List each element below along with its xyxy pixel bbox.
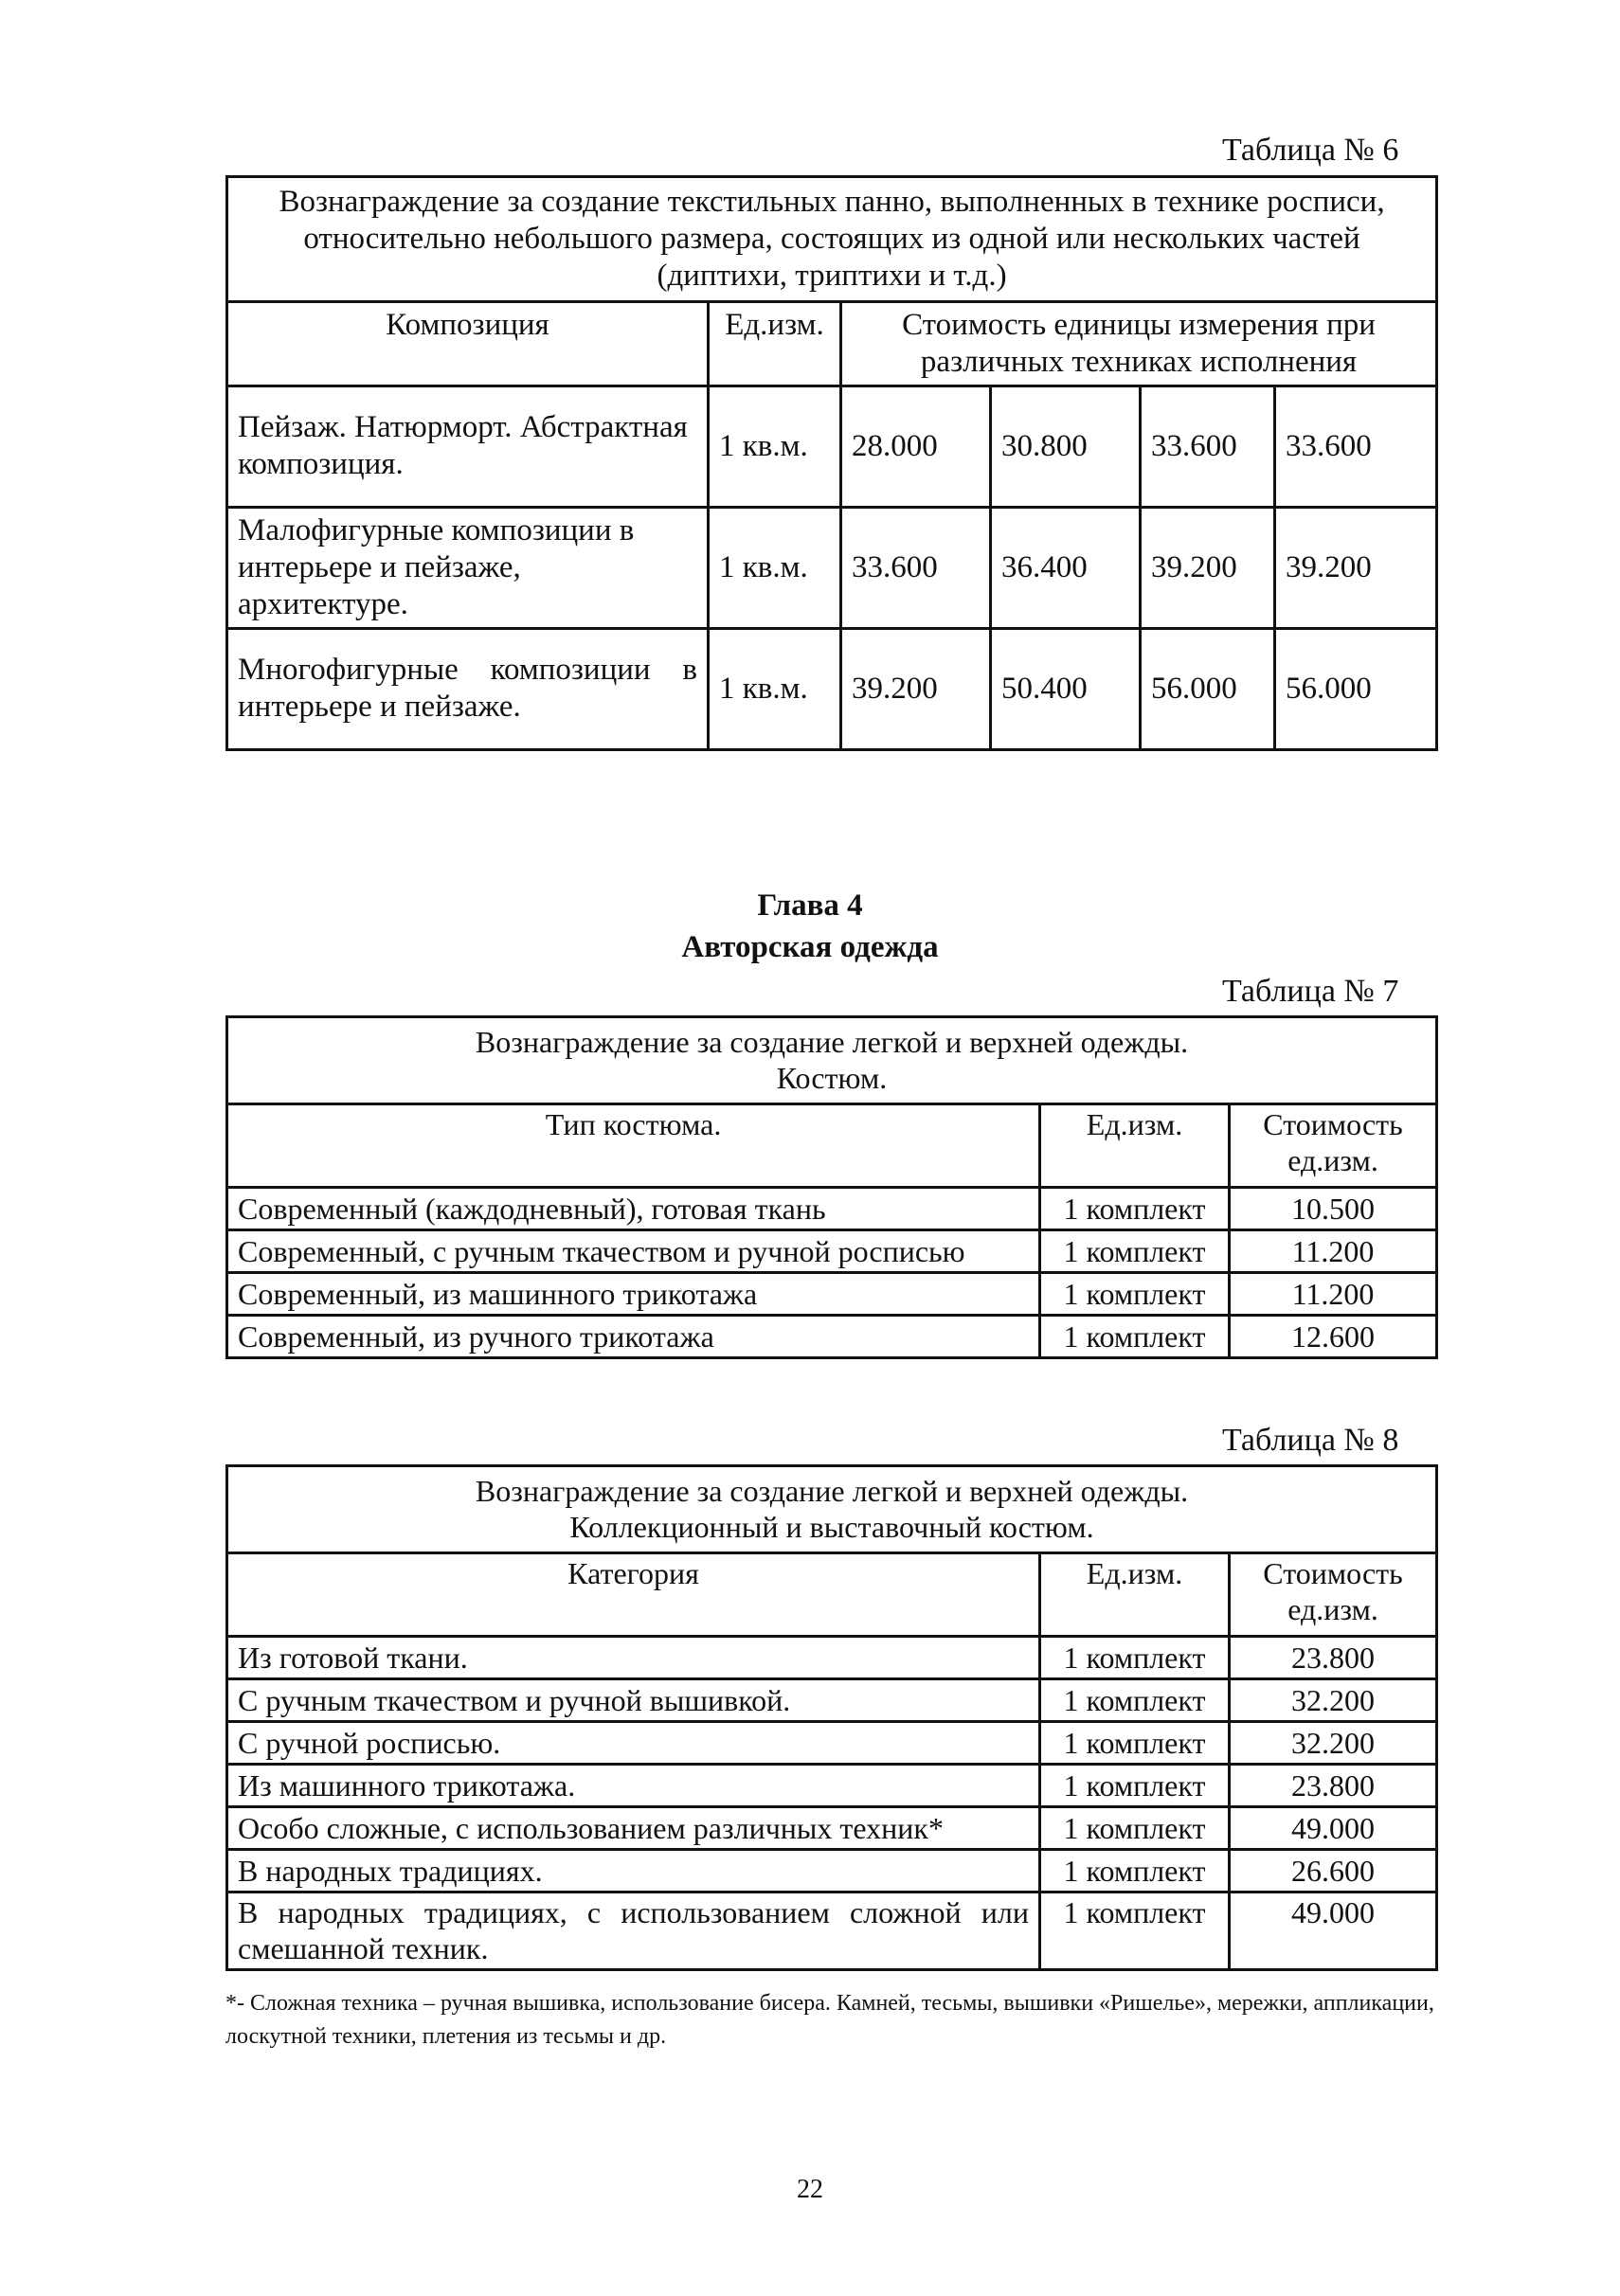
table7-header-type: Тип костюма.	[227, 1103, 1040, 1187]
table8-row4-unit: 1 комплект	[1040, 1764, 1230, 1806]
table6-row1-unit: 1 кв.м.	[709, 386, 841, 507]
table8-caption: Таблица № 8	[1222, 1423, 1399, 1458]
table8-header-cost: Стоимость ед.изм.	[1230, 1552, 1437, 1636]
table7-row2-value: 11.200	[1230, 1229, 1437, 1272]
table7	[225, 1015, 1438, 1359]
table8-row6-unit: 1 комплект	[1040, 1849, 1230, 1892]
table6-row2-v1: 33.600	[841, 507, 991, 628]
table7-title-line1: Вознаграждение за создание легкой и верхней одежды.	[475, 1025, 1189, 1059]
table8-row3-value: 32.200	[1230, 1721, 1437, 1764]
table6-row2-unit: 1 кв.м.	[709, 507, 841, 628]
table7-row4-name: Современный, из ручного трикотажа	[227, 1315, 1040, 1357]
table6-header-unit: Ед.изм.	[709, 301, 841, 386]
table6-row2-v4: 39.200	[1275, 507, 1437, 628]
table8-header-unit: Ед.изм.	[1040, 1552, 1230, 1636]
table8-row5-value: 49.000	[1230, 1806, 1437, 1849]
table8-row3-unit: 1 комплект	[1040, 1721, 1230, 1764]
table8-title-line1: Вознаграждение за создание легкой и верхней одежды.	[475, 1474, 1189, 1508]
table6-header-cost: Стоимость единицы измерения при различных техниках исполнения	[841, 301, 1437, 386]
table8-row5-unit: 1 комплект	[1040, 1806, 1230, 1849]
table6-row1-v1: 28.000	[841, 386, 991, 507]
table7-header-unit: Ед.изм.	[1040, 1103, 1230, 1187]
table6-row2-name: Малофигурные композиции в интерьере и пейзаже, архитектуре.	[227, 507, 709, 628]
table6-header-composition: Композиция	[227, 301, 709, 386]
table6-row1-name: Пейзаж. Натюрморт. Абстрактная композиция.	[227, 386, 709, 507]
table8-title	[227, 1466, 1437, 1553]
table8-row1-value: 23.800	[1230, 1636, 1437, 1678]
table6-row2-v3: 39.200	[1141, 507, 1275, 628]
table7-row3-name: Современный, из машинного трикотажа	[227, 1272, 1040, 1315]
table8	[225, 1464, 1438, 1971]
footnote: *- Сложная техника – ручная вышивка, использование бисера. Камней, тесьмы, вышивки «Ришелье», мережки, аппликации, лоскутной техники, плетения из тесьмы и др.	[225, 1991, 1434, 2049]
table7-row4-value: 12.600	[1230, 1315, 1437, 1357]
page-number: 22	[797, 2175, 823, 2204]
table6-row1-v2: 30.800	[991, 386, 1141, 507]
table7-row2-unit: 1 комплект	[1040, 1229, 1230, 1272]
table8-row7-value: 49.000	[1230, 1892, 1437, 1969]
table8-row4-value: 23.800	[1230, 1764, 1437, 1806]
table6-row3-v2: 50.400	[991, 628, 1141, 749]
table8-row6-name: В народных традициях.	[227, 1849, 1040, 1892]
table7-title	[227, 1017, 1437, 1104]
table6-row3-v4: 56.000	[1275, 628, 1437, 749]
table6-row3-name: Многофигурные композиции в интерьере и пейзаже.	[227, 628, 709, 749]
table8-row7-name: В народных традициях, с использованием сложной или смешанной техник.	[227, 1892, 1040, 1969]
table7-row1-value: 10.500	[1230, 1187, 1437, 1229]
table8-title-line2: Коллекционный и выставочный костюм.	[569, 1510, 1094, 1545]
table8-row4-name: Из машинного трикотажа.	[227, 1764, 1040, 1806]
table8-row7-unit: 1 комплект	[1040, 1892, 1230, 1969]
table6-row2-v2: 36.400	[991, 507, 1141, 628]
table7-title-line2: Костюм.	[776, 1061, 888, 1096]
table7-row3-unit: 1 комплект	[1040, 1272, 1230, 1315]
table7-row2-name: Современный, с ручным ткачеством и ручной росписью	[227, 1229, 1040, 1272]
table7-row4-unit: 1 комплект	[1040, 1315, 1230, 1357]
table8-row1-name: Из готовой ткани.	[227, 1636, 1040, 1678]
table7-row3-value: 11.200	[1230, 1272, 1437, 1315]
table6-title: Вознаграждение за создание текстильных панно, выполненных в технике росписи, относительно небольшого размера, состоящих из одной или нескольких частей (диптихи, триптихи и т.д.)	[227, 177, 1437, 302]
table8-row2-name: С ручным ткачеством и ручной вышивкой.	[227, 1678, 1040, 1721]
table8-row3-name: С ручной росписью.	[227, 1721, 1040, 1764]
table7-caption: Таблица № 7	[1222, 974, 1399, 1009]
table6-row3-v3: 56.000	[1141, 628, 1275, 749]
table8-header-category: Категория	[227, 1552, 1040, 1636]
table6-caption: Таблица № 6	[1222, 133, 1399, 168]
table7-row1-unit: 1 комплект	[1040, 1187, 1230, 1229]
chapter-title: Авторская одежда	[681, 930, 939, 964]
table8-row5-name: Особо сложные, с использованием различных техник*	[227, 1806, 1040, 1849]
table7-row1-name: Современный (каждодневный), готовая ткань	[227, 1187, 1040, 1229]
table6-row1-v4: 33.600	[1275, 386, 1437, 507]
table8-row2-unit: 1 комплект	[1040, 1678, 1230, 1721]
table8-row1-unit: 1 комплект	[1040, 1636, 1230, 1678]
table6-row3-v1: 39.200	[841, 628, 991, 749]
chapter-number: Глава 4	[757, 888, 863, 923]
table6-row3-unit: 1 кв.м.	[709, 628, 841, 749]
table6-row1-v3: 33.600	[1141, 386, 1275, 507]
table7-header-cost: Стоимость ед.изм.	[1230, 1103, 1437, 1187]
table8-row2-value: 32.200	[1230, 1678, 1437, 1721]
table8-row6-value: 26.600	[1230, 1849, 1437, 1892]
table6	[225, 175, 1438, 751]
